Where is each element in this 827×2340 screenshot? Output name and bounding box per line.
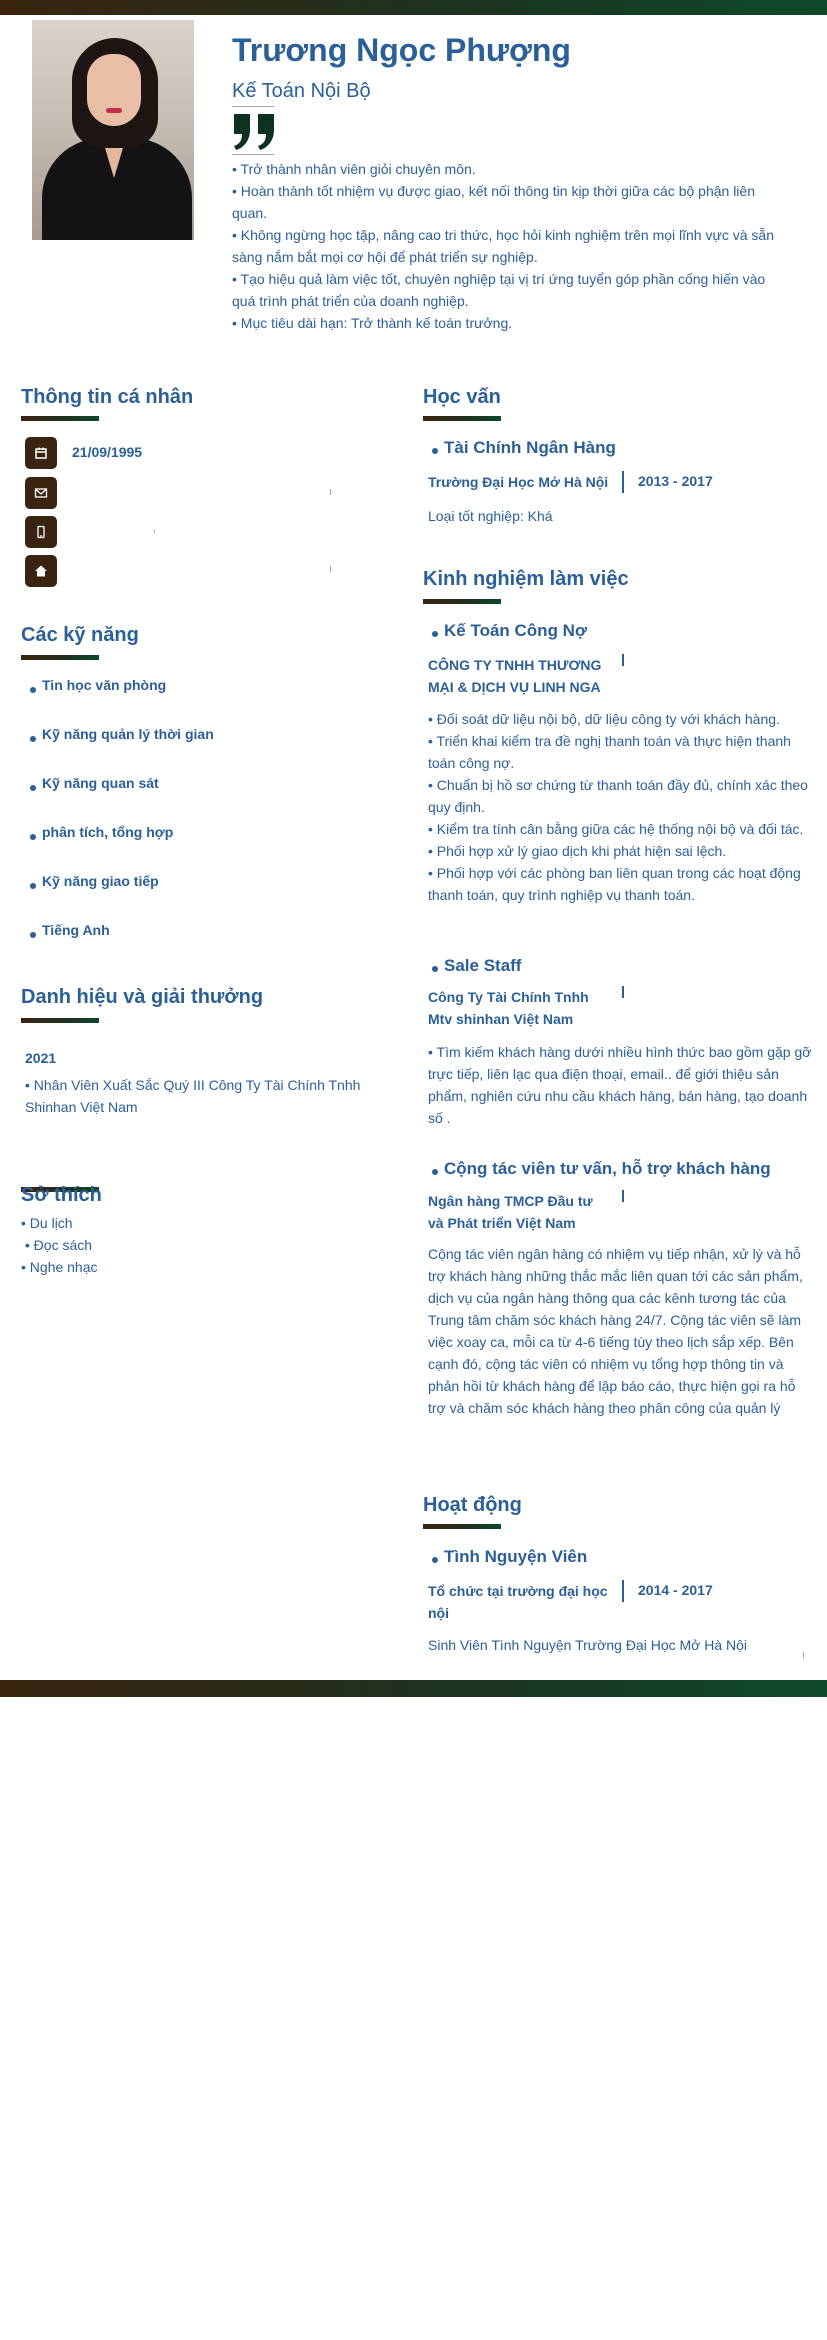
job-duty: • Đối soát dữ liệu nội bộ, dữ liệu công ty với khách hàng. — [428, 711, 780, 727]
bullet-icon — [30, 834, 36, 840]
activity-dates — [638, 1582, 713, 1598]
divider — [330, 566, 331, 572]
skill-item: phân tích, tổng hợp — [42, 824, 174, 840]
bullet-icon — [30, 687, 36, 693]
job-description — [428, 708, 808, 906]
divider — [803, 1652, 804, 1658]
company-name: Công Ty Tài Chính Tnhh Mtv shinhan Việt Nam — [428, 989, 589, 1027]
job-duty: • Kiểm tra tính cân bằng giữa các hệ thống nội bộ và đối tác. — [428, 821, 804, 837]
job-duty: • Chuẩn bị hồ sơ chứng từ thanh toán đầy đủ, chính xác theo quy định. — [428, 777, 808, 815]
section-title-personal: Thông tin cá nhân — [21, 386, 194, 408]
home-icon — [25, 555, 57, 587]
section-title-activities: Hoạt động — [423, 1494, 522, 1516]
hobby-item: • Đọc sách — [21, 1237, 93, 1253]
section-title-awards: Danh hiệu và giải thưởng — [21, 986, 264, 1008]
company-name: Ngân hàng TMCP Đầu tư và Phát triển Việt Nam — [428, 1193, 593, 1231]
candidate-name: Trương Ngọc Phượng — [232, 32, 571, 68]
profile-photo — [32, 20, 194, 240]
job-position: Cộng tác viên tư vấn, hỗ trợ khách hàng — [444, 1159, 771, 1178]
job-position: Kế Toán Công Nợ — [444, 621, 588, 640]
section-title-skills: Các kỹ năng — [21, 624, 139, 646]
job-duty: • Tìm kiếm khách hàng dưới nhiều hình thức bao gồm gặp gỡ trực tiếp, liên lạc qua điện thoại, email.. để giới thiệu sản phẩm, nghiên cứu nhu cầu khách hàng, bán hàng, tạo doanh số . — [428, 1044, 812, 1126]
activity-organization: Tổ chức tại trường đại học nội — [428, 1583, 608, 1621]
job-description — [428, 1041, 813, 1129]
skill-item: Kỹ năng quản lý thời gian — [42, 726, 214, 742]
objective-line: • Tạo hiệu quả làm việc tốt, chuyên nghiệp tại vị trí ứng tuyển góp phần cống hiến vào quá trình phát triển của doanh nghiệp. — [232, 271, 766, 309]
section-title-hobbies: Sở thích — [21, 1184, 102, 1206]
objective-line: • Trở thành nhân viên giỏi chuyên môn. — [232, 161, 476, 177]
divider — [154, 530, 155, 533]
section-underline — [423, 416, 501, 421]
objective-line: • Không ngừng học tập, nâng cao tri thức, học hỏi kinh nghiệm trên mọi lĩnh vực và sẵn sàng nắm bắt mọi cơ hội để phát triển sự nghiệp. — [232, 227, 774, 265]
job-duty: • Phối hợp xử lý giao dịch khi phát hiện sai lệch. — [428, 843, 727, 859]
job-duty: Cộng tác viên ngân hàng có nhiệm vụ tiếp nhận, xử lý và hỗ trợ khách hàng những thắc mắc liên quan tới các sản phẩm, dịch vụ của ngân hàng thông qua các kênh tương tác của Trung tâm chăm sóc khách hàng 24/7. Cộng tác viên sẽ làm việc xoay ca, mỗi ca từ 4-6 tiếng tùy theo lịch sắp xếp. Bên cạnh đó, cộng tác viên có nhiệm vụ tổng hợp thông tin và phản hồi từ khách hàng để lập báo cáo, thực hiện gọi ra hỗ trợ và chăm sóc khách hàng theo phân công của quản lý — [428, 1246, 803, 1416]
activity-description: Sinh Viên Tình Nguyện Trường Đại Học Mở Hà Nội — [428, 1637, 748, 1653]
job-position: Sale Staff — [444, 956, 522, 975]
bottom-decor-bar — [0, 1680, 827, 1697]
bullet-icon — [30, 883, 36, 889]
bullet-icon — [30, 932, 36, 938]
section-title-education: Học vấn — [423, 386, 501, 408]
section-underline — [21, 655, 99, 660]
divider — [622, 1190, 624, 1202]
email-icon — [25, 477, 57, 509]
skill-item: Tin học văn phòng — [42, 677, 167, 693]
objective-line: • Hoàn thành tốt nhiệm vụ được giao, kết nối thông tin kịp thời giữa các bộ phận liên quan. — [232, 183, 755, 221]
end-year: 2017 — [681, 473, 713, 489]
school-name: Trường Đại Học Mở Hà Nội — [428, 474, 609, 490]
start-year: 2013 — [638, 473, 670, 489]
top-decor-bar — [0, 0, 827, 15]
award-text: • Nhân Viên Xuất Sắc Quý III Công Ty Tài Chính Tnhh Shinhan Việt Nam — [25, 1077, 361, 1115]
education-major: Tài Chính Ngân Hàng — [444, 438, 616, 457]
education-dates — [638, 473, 713, 489]
divider — [622, 654, 624, 666]
end-year: 2017 — [681, 1582, 713, 1598]
phone-icon — [25, 516, 57, 548]
hobby-item: • Nghe nhạc — [21, 1259, 98, 1275]
bullet-icon — [432, 1169, 438, 1175]
objective-line: • Mục tiêu dài hạn: Trở thành kế toán trưởng. — [232, 315, 513, 331]
bullet-icon — [432, 631, 438, 637]
date-separator: - — [673, 473, 678, 489]
award-year: 2021 — [25, 1050, 57, 1066]
bullet-icon — [432, 1557, 438, 1563]
start-year: 2014 — [638, 1582, 670, 1598]
job-duty: • Phối hợp với các phòng ban liên quan trong các hoạt động thanh toán, quy trình nghiệp vụ thanh toán. — [428, 865, 801, 903]
divider — [622, 986, 624, 998]
divider — [330, 489, 331, 495]
skill-item: Tiếng Anh — [42, 922, 110, 938]
date-separator: - — [673, 1582, 678, 1598]
activity-role: Tình Nguyện Viên — [444, 1547, 588, 1566]
job-duty: • Triển khai kiểm tra đề nghị thanh toán và thực hiện thanh toán công nợ. — [428, 733, 791, 771]
company-name: CÔNG TY TNHH THƯƠNG MẠI & DỊCH VỤ LINH NGA — [428, 657, 602, 695]
job-title: Kế Toán Nội Bộ — [232, 80, 371, 102]
quote-icon — [232, 110, 278, 154]
career-objective — [232, 158, 792, 334]
bullet-icon — [432, 966, 438, 972]
section-underline — [423, 1524, 501, 1529]
section-underline — [21, 416, 99, 421]
education-grade: Loại tốt nghiệp: Khá — [428, 508, 553, 524]
hobby-item: • Du lịch — [21, 1215, 73, 1231]
job-description — [428, 1243, 813, 1419]
section-underline — [423, 599, 501, 604]
divider — [622, 471, 624, 493]
section-underline — [21, 1018, 99, 1023]
divider — [622, 1580, 624, 1602]
calendar-icon — [25, 437, 57, 469]
skill-item: Kỹ năng giao tiếp — [42, 873, 159, 889]
skill-item: Kỹ năng quan sát — [42, 775, 159, 791]
bullet-icon — [432, 448, 438, 454]
divider — [232, 106, 274, 107]
bullet-icon — [30, 736, 36, 742]
date-of-birth: 21/09/1995 — [72, 444, 143, 460]
bullet-icon — [30, 785, 36, 791]
divider — [232, 154, 274, 155]
section-title-experience: Kinh nghiệm làm việc — [423, 568, 629, 590]
